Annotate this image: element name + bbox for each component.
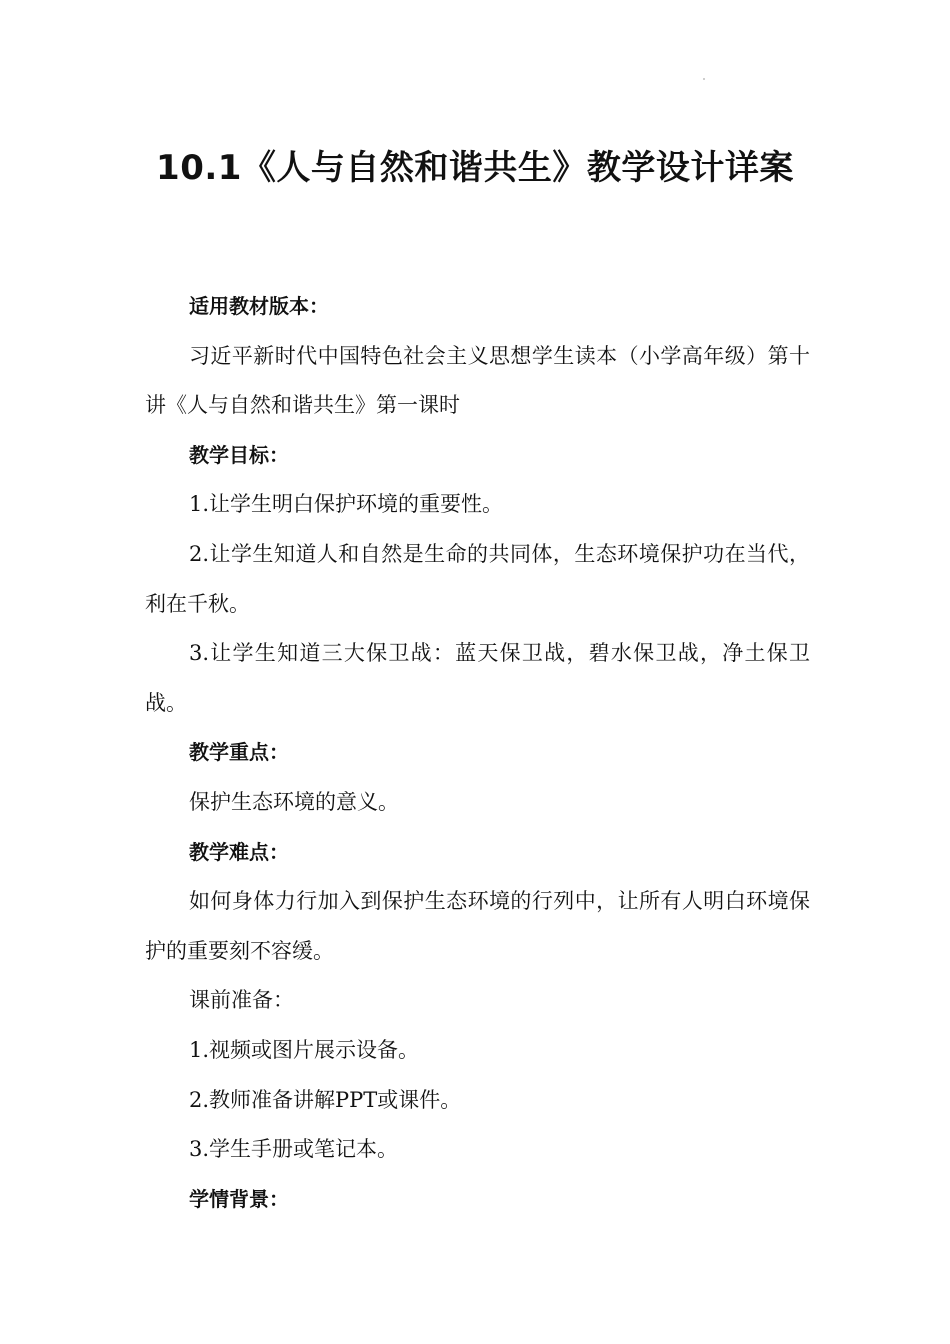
paragraph-goal-3: 3.让学生知道三大保卫战：蓝天保卫战，碧水保卫战，净土保卫战。 bbox=[145, 641, 810, 715]
heading-difficult-points: 教学难点： bbox=[189, 839, 289, 864]
paragraph-preparation-2: 2.教师准备讲解PPT或课件。 bbox=[189, 1087, 462, 1112]
paragraph-preparation-3: 3.学生手册或笔记本。 bbox=[189, 1137, 399, 1162]
heading-preparation: 课前准备： bbox=[189, 988, 294, 1013]
page-mark bbox=[703, 78, 705, 80]
heading-key-points: 教学重点： bbox=[189, 740, 289, 765]
document-title: 10.1《人与自然和谐共生》教学设计详案 bbox=[156, 148, 794, 188]
paragraph-preparation-1: 1.视频或图片展示设备。 bbox=[189, 1037, 420, 1062]
document-body bbox=[145, 282, 810, 1224]
heading-teaching-goals: 教学目标： bbox=[189, 442, 289, 467]
heading-student-background: 学情背景： bbox=[189, 1186, 289, 1211]
paragraph-difficult-points: 如何身体力行加入到保护生态环境的行列中，让所有人明白环境保护的重要刻不容缓。 bbox=[145, 889, 810, 963]
paragraph-textbook-version: 习近平新时代中国特色社会主义思想学生读本（小学高年级）第十讲《人与自然和谐共生》第一课时 bbox=[145, 343, 810, 418]
paragraph-key-points: 保护生态环境的意义。 bbox=[189, 789, 399, 814]
paragraph-goal-2: 2.让学生知道人和自然是生命的共同体，生态环境保护功在当代，利在千秋。 bbox=[145, 541, 810, 616]
paragraph-goal-1: 1.让学生明白保护环境的重要性。 bbox=[189, 492, 504, 517]
heading-textbook-version: 适用教材版本： bbox=[189, 294, 329, 318]
